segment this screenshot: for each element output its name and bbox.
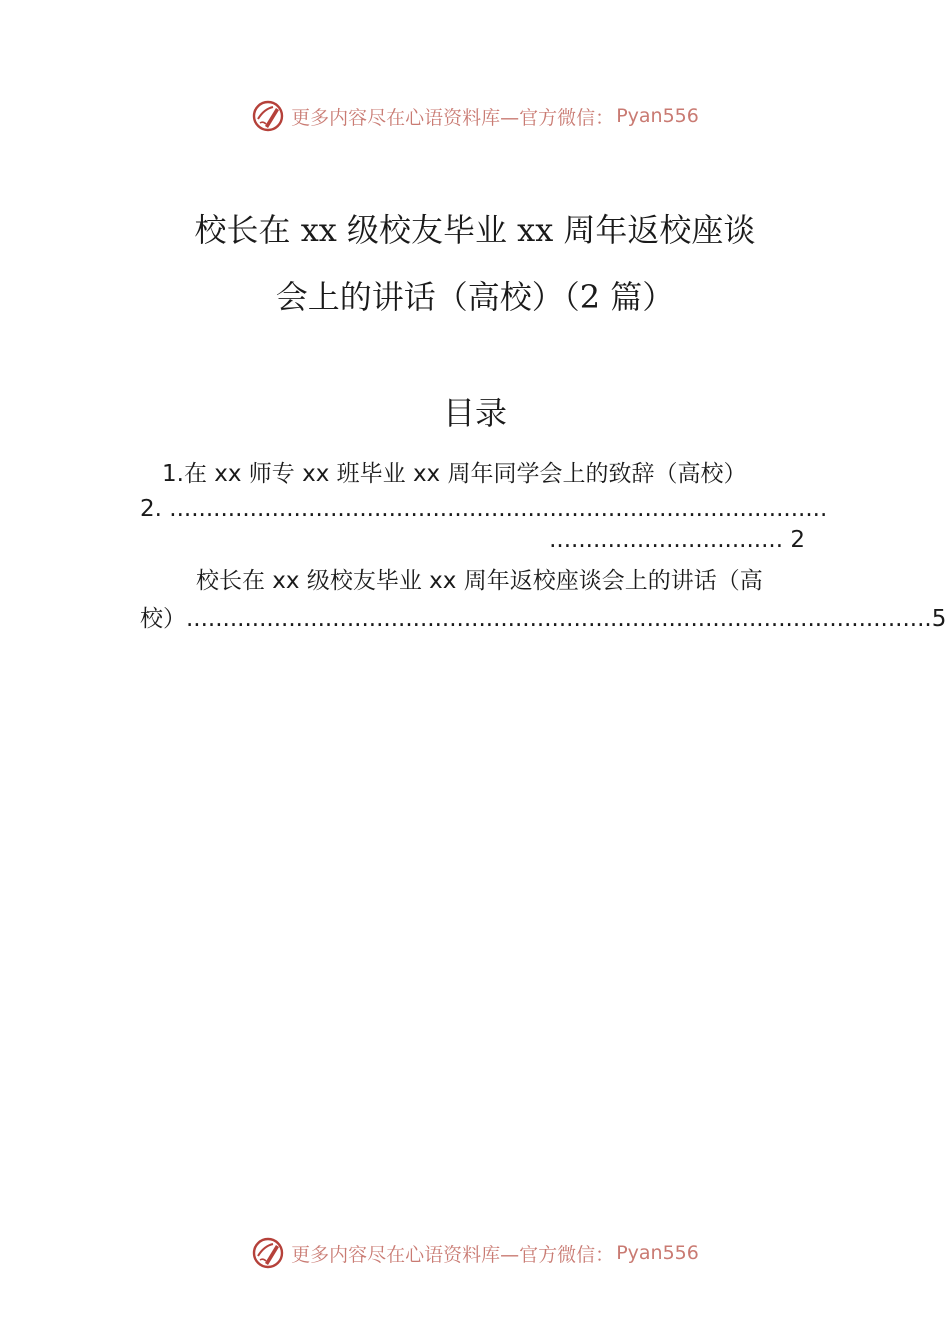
toc-entry-1-prefix: 2. (140, 496, 170, 522)
toc-entry-2-leader (140, 604, 947, 634)
toc-entry-2-page-number[interactable]: 5 (931, 606, 947, 632)
toc-entry-1-dots: .......................................................................................... (169, 496, 828, 522)
pen-circle-logo-icon (251, 1236, 285, 1270)
watermark-wechat-label: —官方微信： (500, 106, 615, 129)
toc-heading: 目录 (442, 394, 507, 432)
watermark-wechat-id: Pyan556 (616, 105, 699, 127)
toc-entry-1-link[interactable]: 1.在 xx 师专 xx 班毕业 xx 周年同学会上的致辞（高校） (162, 461, 747, 487)
watermark-wechat-label: —官方微信： (500, 1243, 615, 1266)
watermark-wechat-id: Pyan556 (616, 1242, 699, 1264)
toc-entry-1-page-number[interactable]: 2 (790, 527, 805, 553)
toc-entry-1-dots-2: ................................ (549, 527, 791, 553)
footer-watermark (0, 1233, 950, 1273)
toc-entry-2-dots: ...................................................................................................... (186, 606, 932, 632)
toc-entry-1-leader (140, 494, 828, 524)
header-watermark (0, 96, 950, 136)
watermark-text: 更多内容尽在心语资料库 (291, 1243, 501, 1266)
document-title-line2: 会上的讲话（高校）（2 篇） (275, 278, 675, 316)
toc-entry-2-prefix: 校） (140, 606, 186, 632)
watermark-text: 更多内容尽在心语资料库 (291, 106, 501, 129)
toc-entry-2-link[interactable]: 校长在 xx 级校友毕业 xx 周年返校座谈会上的讲话（高 (196, 568, 763, 594)
pen-circle-logo-icon (251, 99, 285, 133)
toc-entry-1-page-line (520, 525, 805, 555)
document-title-line1: 校长在 xx 级校友毕业 xx 周年返校座谈 (194, 211, 756, 249)
